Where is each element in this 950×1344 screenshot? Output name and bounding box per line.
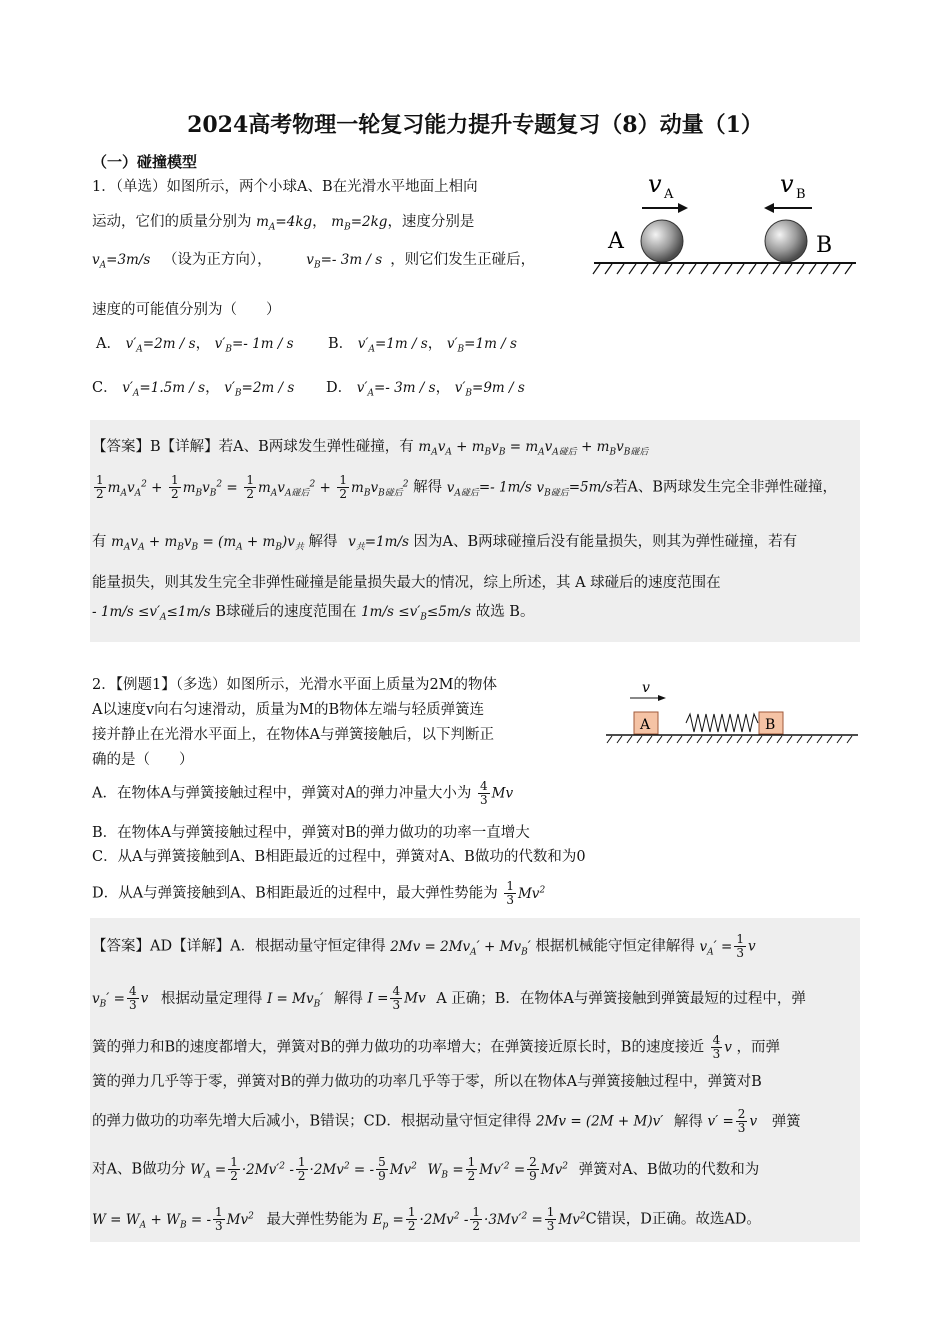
a2-line1: 【答案】AD【详解】A．根据动量守恒定律得 $2Mv = 2Mv_A' + Mv_B'$ 根据机械能守恒定律解得 $v_A'$ = $\frac{1}{3}$ v	[92, 932, 756, 960]
fig-va-label: v	[648, 170, 662, 198]
q1-line1: 1．（单选）如图所示，两个小球A、B在光滑水平地面上相向	[92, 179, 478, 195]
a2-line2: $v_B'$ = $\frac{4}{3}$ v 根据动量定理得 $I = Mv_B'$ 解得 I = $\frac{4}{3}$ Mv A 正确；B．在物体A与弹簧接触到弹簧最短的过程中，弹	[92, 984, 806, 1012]
fig-ball-b-label: B	[816, 233, 833, 258]
q1-line3: $v_A=3m/s$ （设为正方向）， $v_B=-$ 3m / s ，则它们发生正碰后，	[92, 252, 536, 271]
fig-vb-label: v	[780, 170, 794, 198]
svg-text:B: B	[796, 187, 806, 202]
q2-option-b: B．在物体A与弹簧接触过程中，弹簧对B的弹力做功的功率一直增大	[92, 825, 530, 841]
q2-option-a: A．在物体A与弹簧接触过程中，弹簧对A的弹力冲量大小为 $\frac{4}{3}$ Mv	[92, 779, 514, 807]
q1-option-d: D． $v'_A=-$ 3m / s， $v'_B=9m / s$	[326, 380, 525, 399]
a1-line2: $\frac{1}{2}$ $m_Av_A^2$ + $\frac{1}{2}$ $m_Bv_B^2$ = $\frac{1}{2}$ $m_Av_{A碰后}^2$ + $\frac{1}{2}$ $m_Bv_{B碰后}^2$ 解得 $v_{A碰后}=-$ 1m/s $v_{B碰后}=5m/s$若A、B两球发生完全非弹性碰撞，	[96, 473, 838, 501]
q2-line4: 确的是（ ）	[92, 752, 194, 768]
a2-line3: 簧的弹力和B的速度都增大，弹簧对B的弹力做功的功率增大；在弹簧接近原长时，B的速度接近 $\frac{4}{3}$ v ，而弹	[92, 1033, 780, 1061]
q2-option-d: D．从A与弹簧接触到A、B相距最近的过程中，最大弹性势能为 $\frac{1}{3}$ Mv$^2$	[92, 879, 546, 907]
a1-line4: 能量损失，则其发生完全非弹性碰撞是能量损失最大的情况，综上所述，其 A 球碰后的速度范围在	[92, 575, 721, 591]
q2-line3: 接并静止在光滑水平面上，在物体A与弹簧接触后，以下判断正	[92, 727, 494, 743]
page-title: 2024高考物理一轮复习能力提升专题复习（8）动量（1）	[187, 112, 763, 138]
q1-line2: 运动，它们的质量分别为 $m_A=4kg$， $m_B=2kg$，速度分别是	[92, 214, 475, 233]
ball-b	[765, 220, 807, 262]
svg-text:A: A	[664, 187, 674, 202]
a2-line6: 对A、B做功分 $W_A$ = $\frac{1}{2}$ $\cdot 2Mv'^2$ - $\frac{1}{2}$ $\cdot 2Mv^2$ = - $\frac{5}{9}$ Mv$^2$ $W_B$ = $\frac{1}{2}$ $Mv'^2$ = $\frac{2}{9}$ Mv$^2$ 弹簧对A、B做功的代数和为	[92, 1155, 760, 1183]
svg-text:B: B	[765, 717, 776, 733]
svg-text:v: v	[642, 680, 650, 696]
a1-line5: - $1m/s \le v'_A\le 1m/s$ B球碰后的速度范围在 $1m/s \le v'_B\le 5m/s$ 故选 B。	[92, 604, 535, 623]
q1-option-a: A． $v'_A=2m / s$， $v'_B=-$ 1m / s	[96, 336, 294, 355]
section-heading: （一）碰撞模型	[92, 153, 198, 171]
q2-spring-figure	[602, 678, 862, 748]
a2-line5: 的弹力做功的功率先增大后减小，B错误；CD．根据动量守恒定律得 2Mv = (2M + M)v′ 解得 v′ = $\frac{2}{3}$ v 弹簧	[92, 1107, 801, 1135]
a1-line1: 【答案】B【详解】若A、B两球发生弹性碰撞，有 $m_Av_A + m_Bv_B = m_Av_{A碰后} + m_Bv_{B碰后}$	[92, 439, 649, 458]
spring	[686, 714, 758, 732]
ball-a	[641, 220, 683, 262]
q2-option-c: C．从A与弹簧接触到A、B相距最近的过程中，弹簧对A、B做功的代数和为0	[92, 849, 586, 865]
q2-line1: 2．【例题1】（多选）如图所示，光滑水平面上质量为2M的物体	[92, 677, 498, 693]
svg-text:A: A	[640, 717, 651, 733]
fig-ball-a-label: A	[608, 229, 624, 254]
q1-line4: 速度的可能值分别为（ ）	[92, 302, 281, 318]
q1-collision-figure	[590, 168, 865, 278]
a2-line7: $W = W_A + W_B$ = - $\frac{1}{3}$ Mv$^2$ 最大弹性势能为 $E_p$ = $\frac{1}{2}$ $\cdot 2Mv^2$ - $\frac{1}{2}$ $\cdot 3Mv'^2$ = $\frac{1}{3}$ Mv$^2$C错误，D正确。故选AD。	[92, 1205, 761, 1233]
a2-line4: 簧的弹力几乎等于零，弹簧对B的弹力做功的功率几乎等于零，所以在物体A与弹簧接触过程中，弹簧对B	[92, 1074, 762, 1090]
q1-option-b: B． $v'_A=1m / s$， $v'_B=1m / s$	[328, 336, 517, 355]
q1-option-c: C． $v'_A=1.5m / s$， $v'_B=2m / s$	[92, 380, 295, 399]
a1-line3: 有 $m_Av_A + m_Bv_B = (m_A + m_B)v_共$ 解得 $v_共=1m/s$ 因为A、B两球碰撞后没有能量损失，则其为弹性碰撞，若有	[92, 534, 798, 553]
q2-line2: A以速度v向右匀速滑动，质量为M的B物体左端与轻质弹簧连	[92, 702, 485, 718]
